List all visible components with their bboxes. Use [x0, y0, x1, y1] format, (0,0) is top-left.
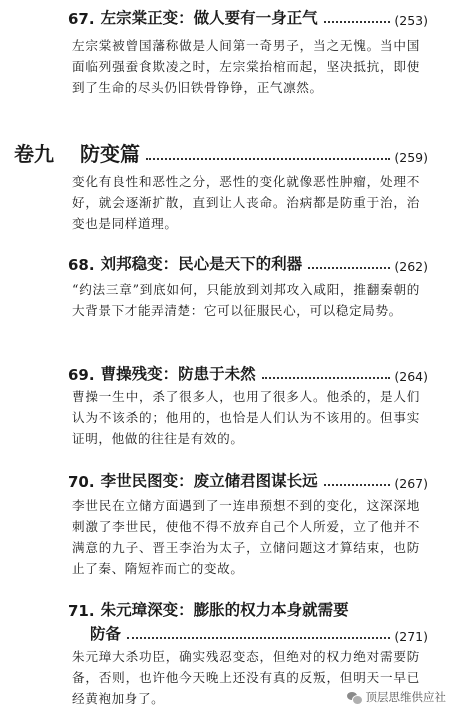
toc-entry-71-title — [68, 598, 428, 620]
toc-entry-71-title-continued — [90, 622, 428, 644]
entry-title: 刘邦稳变：民心是天下的利器 — [100, 255, 303, 273]
toc-entry-69-summary: 曹操一生中，杀了很多人，也用了很多人。他杀的，是人们认为不该杀的；他用的，也恰是人们认为不该用的。但事实证明，他做的往往是有效的。 — [72, 389, 420, 446]
watermark-text: 顶层思维供应社 — [365, 690, 446, 704]
toc-entry-68-summary: “约法三章”到底如何，只能放到刘邦攻入咸阳，推翻秦朝的大背景下才能弄清楚：它可以征服民心，可以稳定局势。 — [72, 282, 420, 318]
wechat-icon — [347, 691, 362, 704]
entry-number: 69. — [68, 366, 95, 384]
page-number: (264) — [394, 369, 428, 384]
entry-title: 曹操残变：防患于未然 — [100, 365, 256, 383]
entry-title-continued: 防备 — [90, 625, 122, 643]
volume-intro: 变化有良性和恶性之分，恶性的变化就像恶性肿瘤，处理不好，就会逐渐扩散，直到让人丧命。治病都是防重于治，治变也是同样道理。 — [72, 174, 420, 231]
volume-heading — [14, 139, 428, 167]
entry-title: 朱元璋深变：膨胀的权力本身就需要 — [100, 601, 349, 619]
leader-dots — [262, 376, 391, 379]
page-number: (259) — [394, 150, 428, 165]
page-number: (267) — [394, 476, 428, 491]
volume-label: 卷九 — [14, 142, 54, 166]
volume-title: 防变篇 — [80, 142, 140, 166]
toc-entry-67-summary: 左宗棠被曾国藩称做是人间第一奇男子，当之无愧。当中国面临列强蚕食欺凌之时，左宗棠抬棺而起，坚决抵抗，即使到了生命的尽头仍旧铁骨铮铮，正气凛然。 — [72, 38, 420, 95]
watermark — [347, 689, 447, 705]
entry-number: 68. — [68, 256, 95, 274]
leader-dots — [308, 266, 390, 269]
toc-entry-71-summary: 朱元璋大杀功臣，确实残忍变态，但绝对的权力绝对需要防备，否则，也许他今天晚上还没有真的反叛，但明天一早已经黄袍加身了。 — [72, 649, 420, 706]
leader-dots — [324, 483, 391, 486]
entry-number: 70. — [68, 473, 95, 491]
entry-number: 71. — [68, 602, 95, 620]
entry-number: 67. — [68, 10, 95, 28]
toc-entry-67-title — [68, 6, 428, 28]
entry-title: 李世民图变：废立储君图谋长远 — [100, 472, 318, 490]
page-number: (271) — [394, 629, 428, 644]
leader-dots — [127, 636, 390, 639]
page-number: (262) — [394, 259, 428, 274]
toc-entry-68-title — [68, 252, 428, 274]
entry-title: 左宗棠正变：做人要有一身正气 — [100, 9, 318, 27]
toc-entry-70-title — [68, 469, 428, 491]
leader-dots — [146, 157, 390, 160]
leader-dots — [324, 20, 391, 23]
page-number: (253) — [394, 13, 428, 28]
toc-entry-70-summary: 李世民在立储方面遇到了一连串预想不到的变化，这深深地刺激了李世民，使他不得不放弃自己个人所爱，立了他并不满意的九子、晋王李治为太子，立储问题这才算结束，也防止了秦、隋短祚而亡的变故。 — [72, 498, 420, 576]
toc-entry-69-title — [68, 362, 428, 384]
